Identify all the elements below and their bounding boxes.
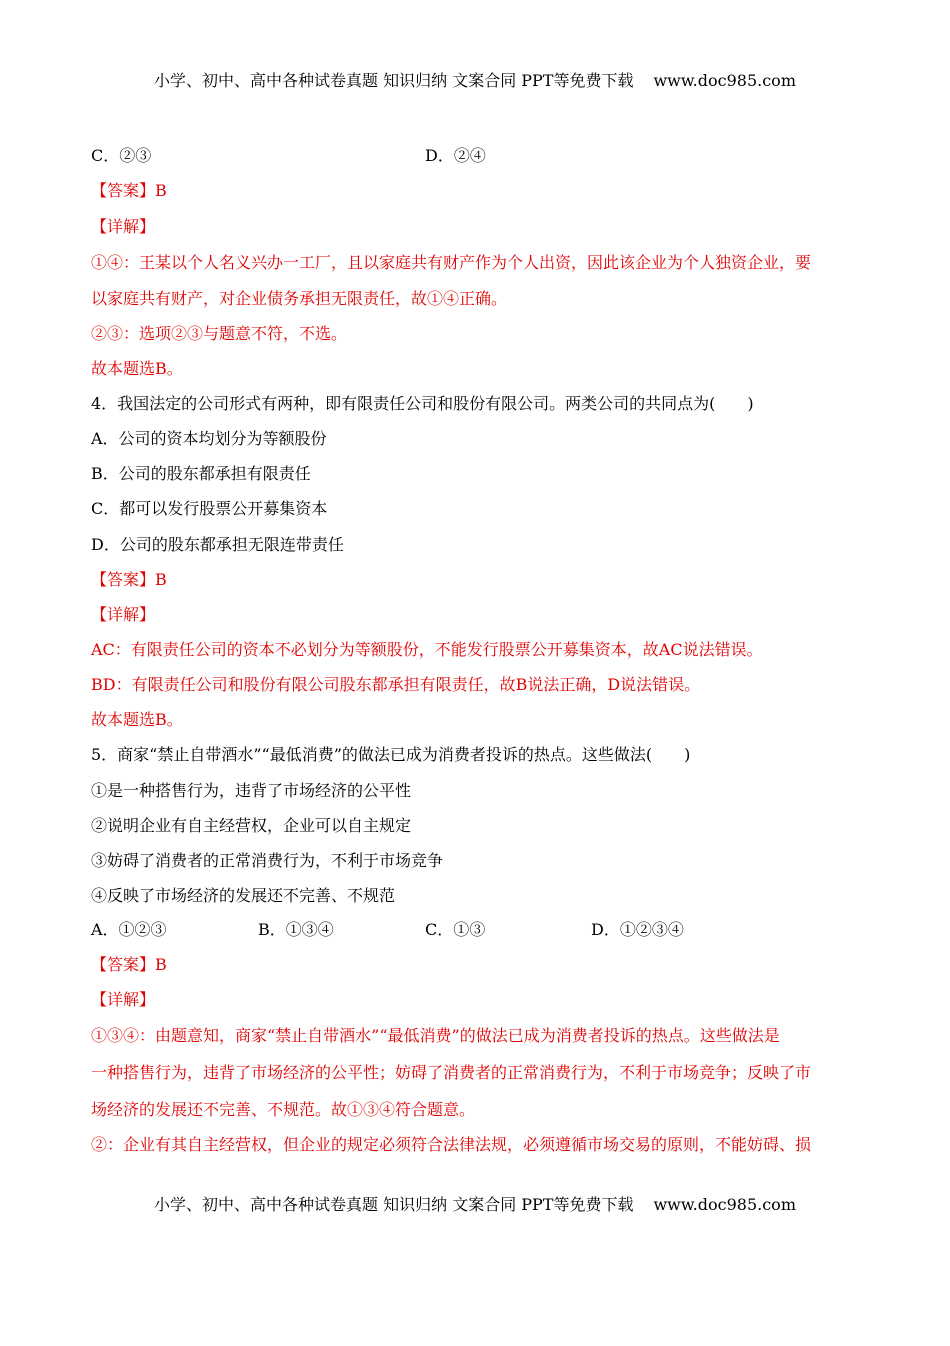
q4-option-a: A．公司的资本均划分为等额股份 xyxy=(91,429,327,448)
q4-explain-1: AC：有限责任公司的资本不必划分为等额股份，不能发行股票公开募集资本，故AC说法错误。 xyxy=(91,640,763,659)
footer-text: 小学、初中、高中各种试卷真题 知识归纳 文案合同 PPT等免费下载 xyxy=(154,1195,634,1214)
page-footer xyxy=(0,1192,950,1215)
q4-option-c: C．都可以发行股票公开募集资本 xyxy=(91,499,328,518)
q4-answer: 【答案】B xyxy=(91,570,167,589)
q5-item-1: ①是一种搭售行为，违背了市场经济的公平性 xyxy=(91,781,412,800)
q5-explain-1: ①③④：由题意知，商家“禁止自带酒水”“最低消费”的做法已成为消费者投诉的热点。这些做法是 xyxy=(91,1026,780,1045)
q5-option-d: D．①②③④ xyxy=(591,920,684,939)
q3-explain-1: ①④：王某以个人名义兴办一工厂，且以家庭共有财产作为个人出资，因此该企业为个人独资企业，要 xyxy=(91,253,812,272)
q3-option-d: D．②④ xyxy=(425,146,486,165)
q5-explain-4: ②：企业有其自主经营权，但企业的规定必须符合法律法规，必须遵循市场交易的原则，不能妨碍、损 xyxy=(91,1135,812,1154)
q4-detail-label: 【详解】 xyxy=(91,605,156,624)
q5-item-3: ③妨碍了消费者的正常消费行为，不利于市场竞争 xyxy=(91,851,444,870)
q5-stem: 5．商家“禁止自带酒水”“最低消费”的做法已成为消费者投诉的热点。这些做法( ) xyxy=(91,745,691,764)
q3-option-c: C．②③ xyxy=(91,146,152,165)
q5-detail-label: 【详解】 xyxy=(91,990,156,1009)
header-url[interactable]: www.doc985.com xyxy=(653,71,796,90)
q4-explain-2: BD：有限责任公司和股份有限公司股东都承担有限责任，故B说法正确，D说法错误。 xyxy=(91,675,701,694)
q3-explain-2: 以家庭共有财产，对企业债务承担无限责任，故①④正确。 xyxy=(91,289,508,308)
q5-option-b: B．①③④ xyxy=(258,920,334,939)
q3-explain-3: ②③：选项②③与题意不符，不选。 xyxy=(91,324,348,343)
footer-url[interactable]: www.doc985.com xyxy=(653,1195,796,1214)
q5-item-2: ②说明企业有自主经营权，企业可以自主规定 xyxy=(91,816,412,835)
q4-option-d: D．公司的股东都承担无限连带责任 xyxy=(91,535,344,554)
q5-answer: 【答案】B xyxy=(91,955,167,974)
q3-detail-label: 【详解】 xyxy=(91,217,156,236)
q5-explain-3: 场经济的发展还不完善、不规范。故①③④符合题意。 xyxy=(91,1100,476,1119)
q3-answer: 【答案】B xyxy=(91,181,167,200)
header-text: 小学、初中、高中各种试卷真题 知识归纳 文案合同 PPT等免费下载 xyxy=(154,71,634,90)
q4-option-b: B．公司的股东都承担有限责任 xyxy=(91,464,311,483)
q5-option-a: A．①②③ xyxy=(91,920,167,939)
q4-conclusion: 故本题选B。 xyxy=(91,710,183,729)
q4-stem: 4．我国法定的公司形式有两种，即有限责任公司和股份有限公司。两类公司的共同点为( ) xyxy=(91,394,754,413)
q5-explain-2: 一种搭售行为，违背了市场经济的公平性；妨碍了消费者的正常消费行为，不利于市场竞争；反映了市 xyxy=(91,1063,812,1082)
q3-conclusion: 故本题选B。 xyxy=(91,359,183,378)
q5-option-c: C．①③ xyxy=(425,920,486,939)
q5-item-4: ④反映了市场经济的发展还不完善、不规范 xyxy=(91,886,396,905)
page-header xyxy=(0,68,950,91)
